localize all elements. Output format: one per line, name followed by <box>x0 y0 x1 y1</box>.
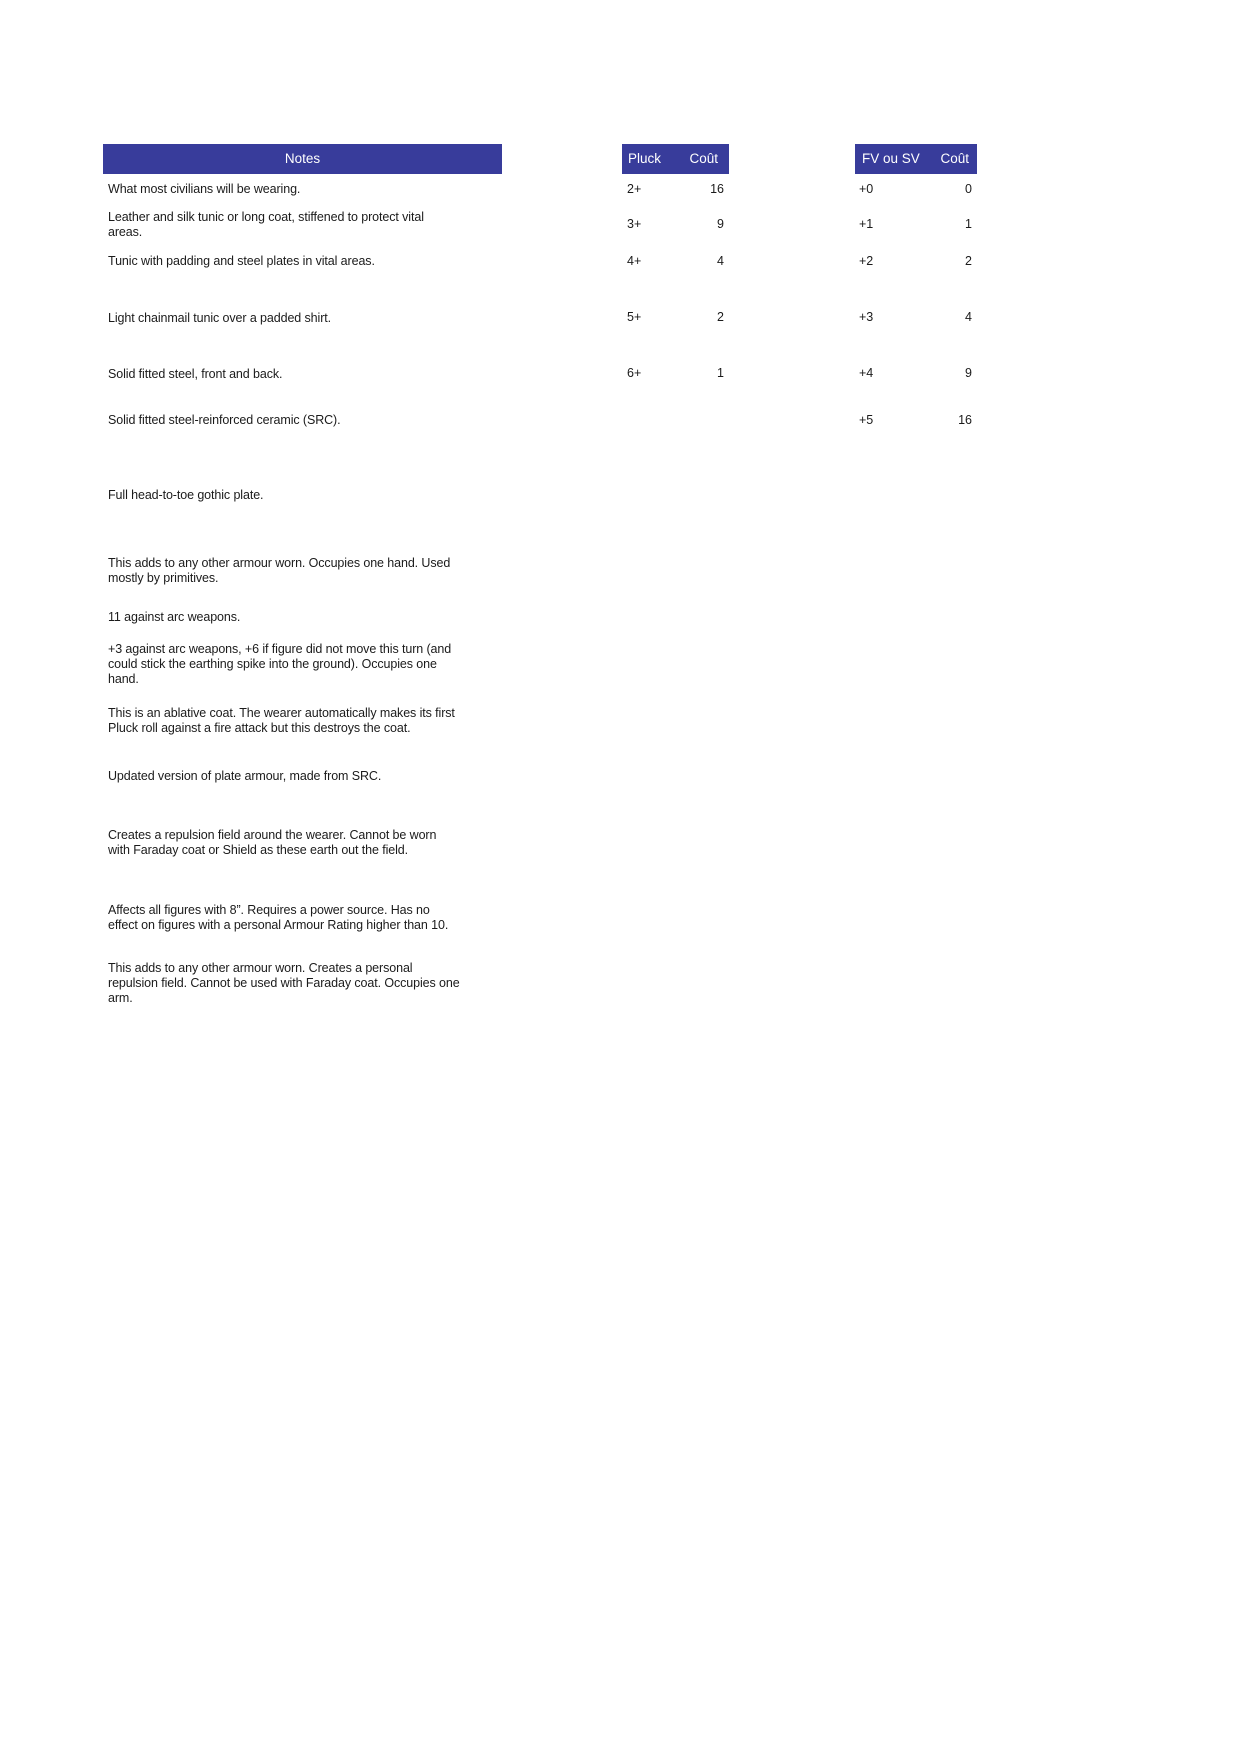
cost-value: 16 <box>958 413 972 427</box>
cost-value: 9 <box>965 366 972 380</box>
note-text: Leather and silk tunic or long coat, stiffened to protect vital <box>108 210 424 224</box>
note-text: effect on figures with a personal Armour Rating higher than 10. <box>108 918 449 932</box>
note-text: Solid fitted steel, front and back. <box>108 367 283 381</box>
table-row-note <box>108 210 424 240</box>
notes-column-header <box>103 144 502 174</box>
table-row-note <box>108 488 263 503</box>
note-text: +3 against arc weapons, +6 if figure did not move this turn (and <box>108 642 452 656</box>
fv-value: +4 <box>859 366 874 380</box>
note-text: This is an ablative coat. The wearer automatically makes its first <box>108 706 455 720</box>
table-row-note <box>108 254 375 269</box>
table-row-note <box>108 311 331 326</box>
pluck-cost-header-label: Coût <box>689 151 718 166</box>
table-row-pluck <box>627 182 724 197</box>
pluck-value: 4+ <box>627 254 642 268</box>
table-row-note <box>108 903 448 933</box>
table-row-fv <box>859 366 972 381</box>
pluck-value: 3+ <box>627 217 642 231</box>
table-row-note <box>108 556 450 586</box>
table-row-pluck <box>627 217 724 232</box>
note-text: Affects all figures with 8”. Requires a power source. Has no <box>108 903 430 917</box>
note-text: 11 against arc weapons. <box>108 610 241 624</box>
note-text: with Faraday coat or Shield as these earth out the field. <box>108 843 409 857</box>
table-row-note <box>108 961 460 1006</box>
note-text: hand. <box>108 672 139 686</box>
notes-header-label: Notes <box>284 151 321 166</box>
note-text: Light chainmail tunic over a padded shirt. <box>108 311 332 325</box>
table-row-pluck <box>627 254 724 269</box>
table-row-fv <box>859 413 972 428</box>
fv-cost-header-label: Coût <box>940 151 969 166</box>
note-text: This adds to any other armour worn. Occupies one hand. Used <box>108 556 451 570</box>
note-text: Pluck roll against a fire attack but this destroys the coat. <box>108 721 411 735</box>
cost-value: 1 <box>717 366 724 380</box>
table-row-pluck <box>627 310 724 325</box>
note-text: Solid fitted steel-reinforced ceramic (SRC). <box>108 413 341 427</box>
table-row-note <box>108 413 340 428</box>
pluck-value: 6+ <box>627 366 642 380</box>
pluck-header-label: Pluck <box>628 151 662 166</box>
table-row-note <box>108 828 436 858</box>
table-row-note <box>108 642 451 687</box>
pluck-value: 2+ <box>627 182 642 196</box>
table-row-fv <box>859 310 972 325</box>
table-row-note <box>108 610 240 625</box>
note-text: Updated version of plate armour, made from SRC. <box>108 769 382 783</box>
table-row-fv <box>859 182 972 197</box>
table-row-fv <box>859 254 972 269</box>
cost-value: 2 <box>965 254 972 268</box>
note-text: Tunic with padding and steel plates in vital areas. <box>108 254 375 268</box>
note-text: mostly by primitives. <box>108 571 219 585</box>
fv-value: +5 <box>859 413 874 427</box>
note-text: Full head-to-toe gothic plate. <box>108 488 264 502</box>
table-row-pluck <box>627 366 724 381</box>
fv-value: +3 <box>859 310 874 324</box>
cost-value: 0 <box>965 182 972 196</box>
pluck-column-header <box>622 144 729 174</box>
table-row-note <box>108 706 455 736</box>
cost-value: 1 <box>965 217 972 231</box>
note-text: repulsion field. Cannot be used with Faraday coat. Occupies one <box>108 976 460 990</box>
cost-value: 4 <box>965 310 972 324</box>
table-row-note <box>108 367 282 382</box>
fv-header-label: FV ou SV <box>862 151 920 166</box>
table-row-note <box>108 769 381 784</box>
note-text: arm. <box>108 991 133 1005</box>
note-text: This adds to any other armour worn. Creates a personal <box>108 961 413 975</box>
note-text: What most civilians will be wearing. <box>108 182 301 196</box>
fv-column-header <box>855 144 977 174</box>
cost-value: 9 <box>717 217 724 231</box>
note-text: Creates a repulsion field around the wearer. Cannot be worn <box>108 828 437 842</box>
cost-value: 4 <box>717 254 724 268</box>
fv-value: +1 <box>859 217 874 231</box>
table-row-fv <box>859 217 972 232</box>
table-row-note <box>108 182 300 197</box>
pluck-value: 5+ <box>627 310 642 324</box>
cost-value: 2 <box>717 310 724 324</box>
fv-value: +2 <box>859 254 874 268</box>
fv-value: +0 <box>859 182 874 196</box>
note-text: could stick the earthing spike into the ground). Occupies one <box>108 657 437 671</box>
cost-value: 16 <box>710 182 724 196</box>
note-text: areas. <box>108 225 143 239</box>
